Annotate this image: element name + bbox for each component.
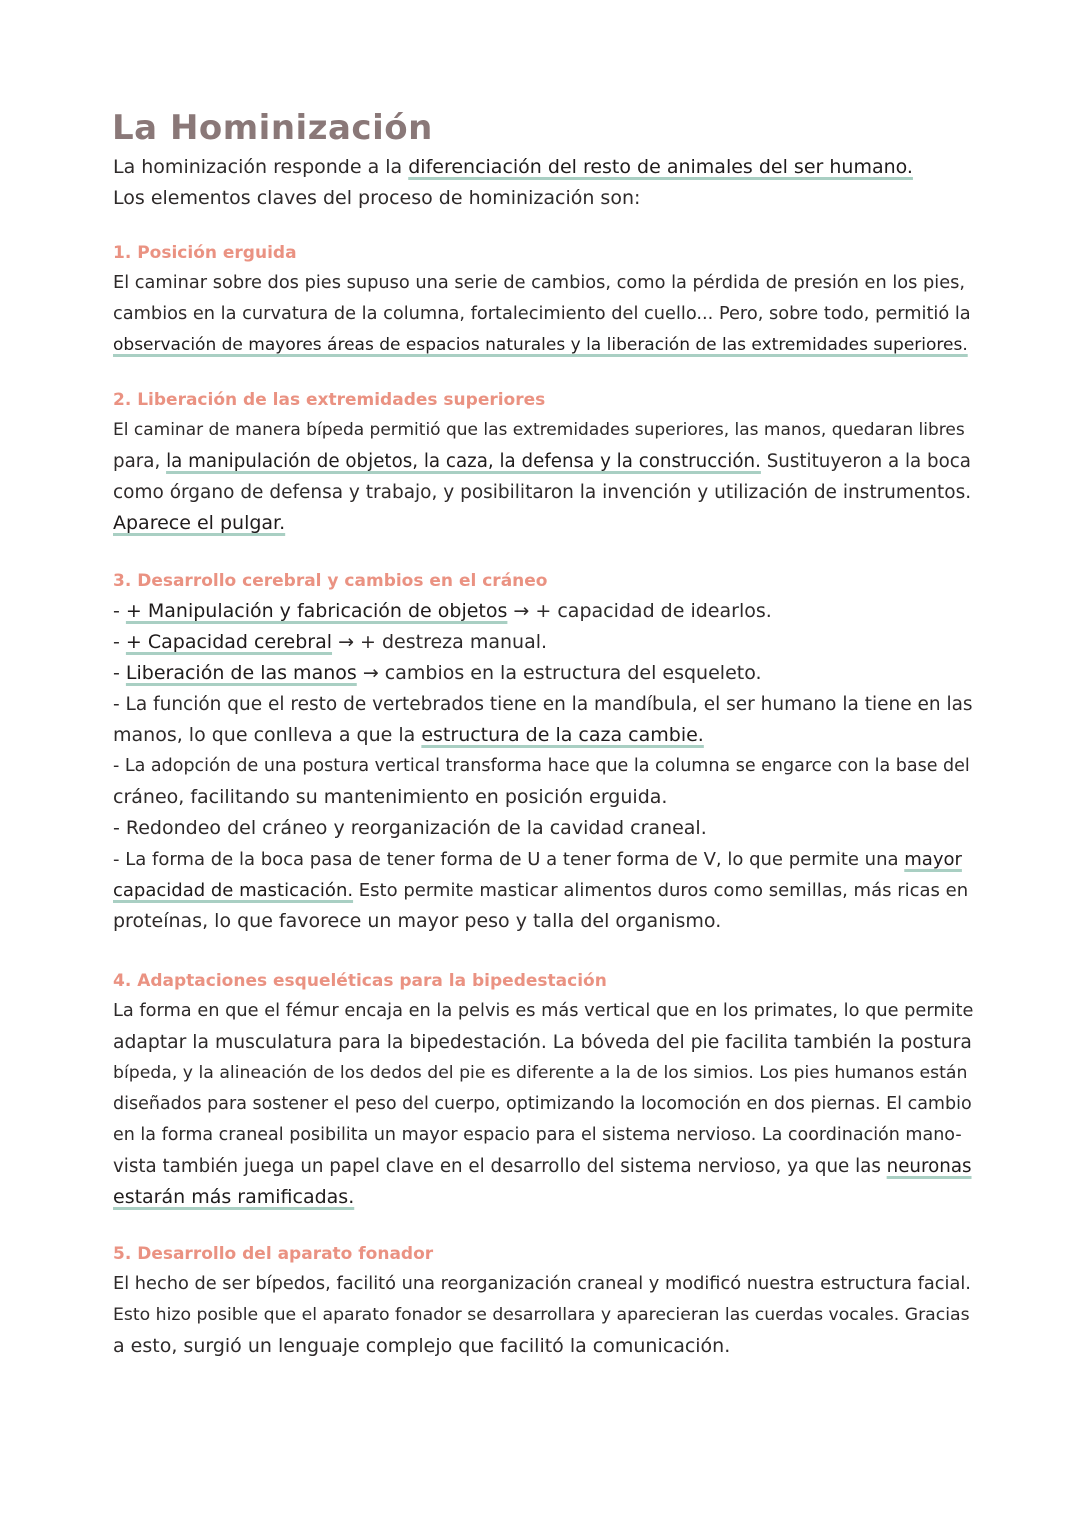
text-line: El caminar sobre dos pies supuso una serie de cambios, como la pérdida de presión en los pies, [113,273,966,293]
highlighted-text: + Capacidad cerebral [125,631,333,653]
section-3-list [113,596,973,937]
text-line: El hecho de ser bípedos, facilitó una reorganización craneal y modificó nuestra estructura facial. [113,1274,971,1294]
text-line: proteínas, lo que favorece un mayor peso y talla del organismo. [113,910,722,932]
section-4-heading: 4. Adaptaciones esqueléticas para la bipedestación [113,971,607,991]
intro-text: La hominización responde a la [113,156,409,178]
intro-line-1 [113,152,973,183]
text-span: Sustituyeron a la boca [760,451,971,472]
text-span: → + capacidad de idearlos. [507,600,772,622]
bullet-dash: - [113,600,126,622]
text-line: La forma en que el fémur encaja en la pelvis es más vertical que en los primates, lo que permite [113,1001,974,1021]
highlighted-text: la manipulación de objetos, la caza, la defensa y la construcción. [166,451,761,472]
highlighted-text: estarán más ramificadas. [113,1186,355,1208]
section-2-paragraph [113,415,973,539]
list-item: - La función que el resto de vertebrados tiene en la mandíbula, el ser humano la tiene en las [113,694,973,715]
text-line: adaptar la musculatura para la bipedestación. La bóveda del pie facilita también la postura [113,1032,972,1053]
list-item: - La adopción de una postura vertical transforma hace que la columna se engarce con la base del [113,756,970,776]
text-line: Esto hizo posible que el aparato fonador se desarrollara y aparecieran las cuerdas vocales. Gracias [113,1305,970,1325]
text-line: a esto, surgió un lenguaje complejo que facilitó la comunicación. [113,1335,731,1357]
list-item: - Redondeo del cráneo y reorganización de la cavidad craneal. [113,817,707,839]
text-span: → + destreza manual. [332,631,548,653]
section-3-heading: 3. Desarrollo cerebral y cambios en el cráneo [113,571,548,591]
list-item: - La forma de la boca pasa de tener forma de U a tener forma de V, lo que permite una [113,849,905,870]
highlighted-text: diferenciación del resto de animales del ser humano. [408,156,913,178]
highlighted-text: neuronas [886,1156,972,1177]
intro-paragraph [113,152,973,214]
section-4-paragraph [113,996,973,1213]
list-item [113,596,973,627]
list-item [113,627,973,658]
text-line: diseñados para sostener el peso del cuerpo, optimizando la locomoción en dos piernas. El cambio [113,1094,972,1114]
highlighted-text: + Manipulación y fabricación de objetos [125,600,508,622]
text-span: Esto permite masticar alimentos duros como semillas, más ricas en [353,880,969,901]
highlighted-text: capacidad de masticación. [113,880,354,901]
text-line: cráneo, facilitando su mantenimiento en posición erguida. [113,786,668,808]
highlighted-text: Aparece el pulgar. [113,512,286,534]
page-title: La Hominización [112,108,433,148]
text-line: cambios en la curvatura de la columna, fortalecimiento del cuello... Pero, sobre todo, permitió la [113,304,971,324]
list-item [113,658,973,689]
section-1-heading: 1. Posición erguida [113,243,297,263]
text-span: vista también juega un papel clave en el desarrollo del sistema nervioso, ya que las [113,1156,887,1177]
highlighted-text: mayor [904,849,962,870]
text-line: bípeda, y la alineación de los dedos del pie es diferente a la de los simios. Los pies humanos están [113,1063,968,1083]
text-span: manos, lo que conlleva a que la [113,724,422,746]
text-span: para, [113,451,167,472]
text-line: en la forma craneal posibilita un mayor espacio para el sistema nervioso. La coordinación mano- [113,1125,962,1145]
text-span: → cambios en la estructura del esqueleto. [356,662,762,684]
bullet-dash: - [113,631,126,653]
intro-line-2: Los elementos claves del proceso de hominización son: [113,187,641,209]
section-5-paragraph [113,1269,973,1362]
section-1-paragraph [113,268,973,361]
section-2-heading: 2. Liberación de las extremidades superiores [113,390,546,410]
highlighted-text: estructura de la caza cambie. [421,724,704,746]
highlighted-text: observación de mayores áreas de espacios naturales y la liberación de las extremidades superiores. [113,335,968,355]
bullet-dash: - [113,662,126,684]
section-5-heading: 5. Desarrollo del aparato fonador [113,1244,434,1264]
highlighted-text: Liberación de las manos [125,662,357,684]
text-line: El caminar de manera bípeda permitió que las extremidades superiores, las manos, quedaran libres [113,420,965,440]
text-line: como órgano de defensa y trabajo, y posibilitaron la invención y utilización de instrumentos. [113,482,972,503]
